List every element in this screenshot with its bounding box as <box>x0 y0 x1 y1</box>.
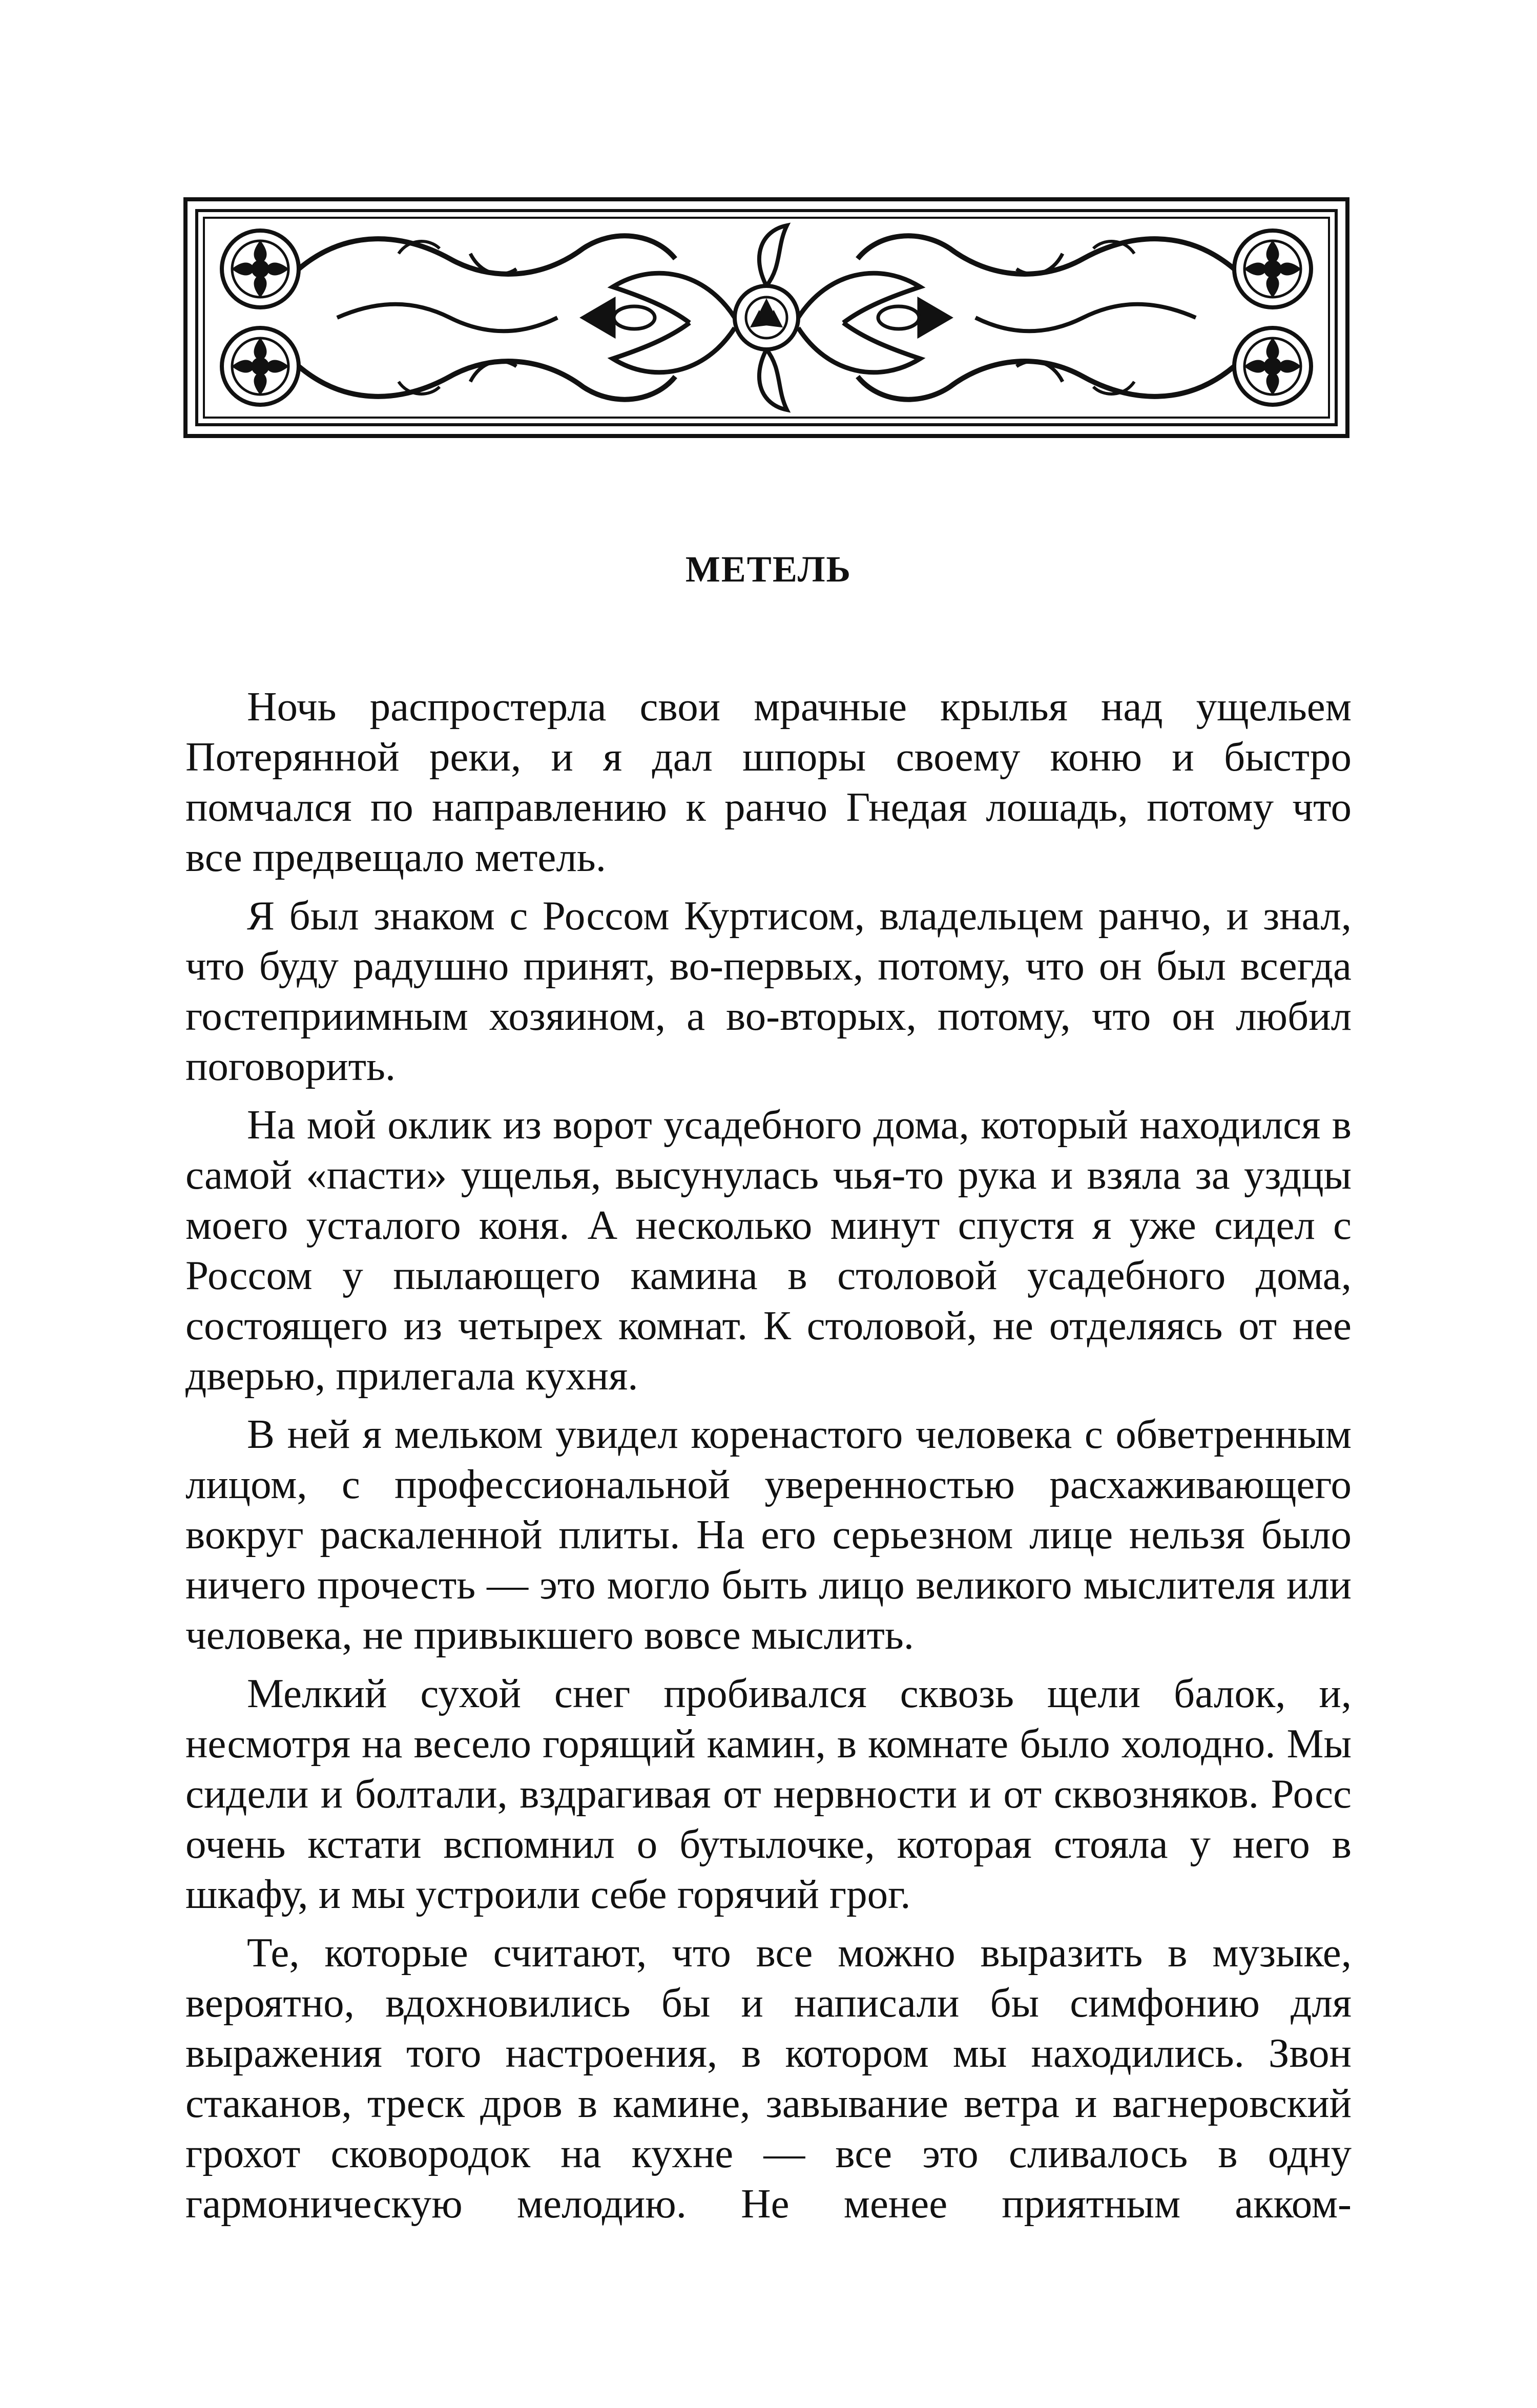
paragraph: Те, которые считают, что все можно выразить в музыке, вероятно, вдохновились бы и написали бы симфонию для выражения того настроения, в котором мы находились. Звон стаканов, треск дров в камине, завывание ветра и вагнеровский грохот сковородок на кухне — все это сливалось в одну гармоническую мелодию. Не менее приятным акком- <box>185 1929 1352 2227</box>
body-text <box>185 681 1352 2229</box>
paragraph: На мой оклик из ворот усадебного дома, который находился в самой «пасти» ущелья, высунулась чья-то рука и взяла за уздцы моего усталого коня. А несколько минут спустя я уже сидел с Россом у пылающего камина в столовой усадебного дома, состоящего из четырех комнат. К столовой, не отделяясь от нее дверью, прилегала кухня. <box>185 1102 1352 1399</box>
floral-ornament-icon <box>183 197 1349 438</box>
paragraph: Мелкий сухой снег пробивался сквозь щели балок, и, несмотря на весело горящий камин, в комнате было холодно. Мы сидели и болтали, вздрагивая от нервности и от сквозняков. Росс очень кстати вспомнил о бутылочке, которая стояла у него в шкафу, и мы устроили себе горячий грог. <box>185 1670 1352 1917</box>
paragraph: Я был знаком с Россом Куртисом, владельцем ранчо, и знал, что буду радушно принят, во-первых, потому, что он был всегда гостеприимным хозяином, а во-вторых, потому, что он любил поговорить. <box>185 892 1352 1089</box>
paragraph: Ночь распростерла свои мрачные крылья над ущельем Потерянной реки, и я дал шпоры своему коню и быстро помчался по направлению к ранчо Гнедая лошадь, потому что все предвещало метель. <box>185 683 1352 880</box>
chapter-title: МЕТЕЛЬ <box>685 549 852 590</box>
paragraph: В ней я мельком увидел коренастого человека с обветренным лицом, с профессиональной уверенностью расхаживающего вокруг раскаленной плиты. На его серьезном лице нельзя было ничего прочесть — это могло быть лицо великого мыслителя или человека, не привыкшего вовсе мыслить. <box>185 1411 1352 1658</box>
